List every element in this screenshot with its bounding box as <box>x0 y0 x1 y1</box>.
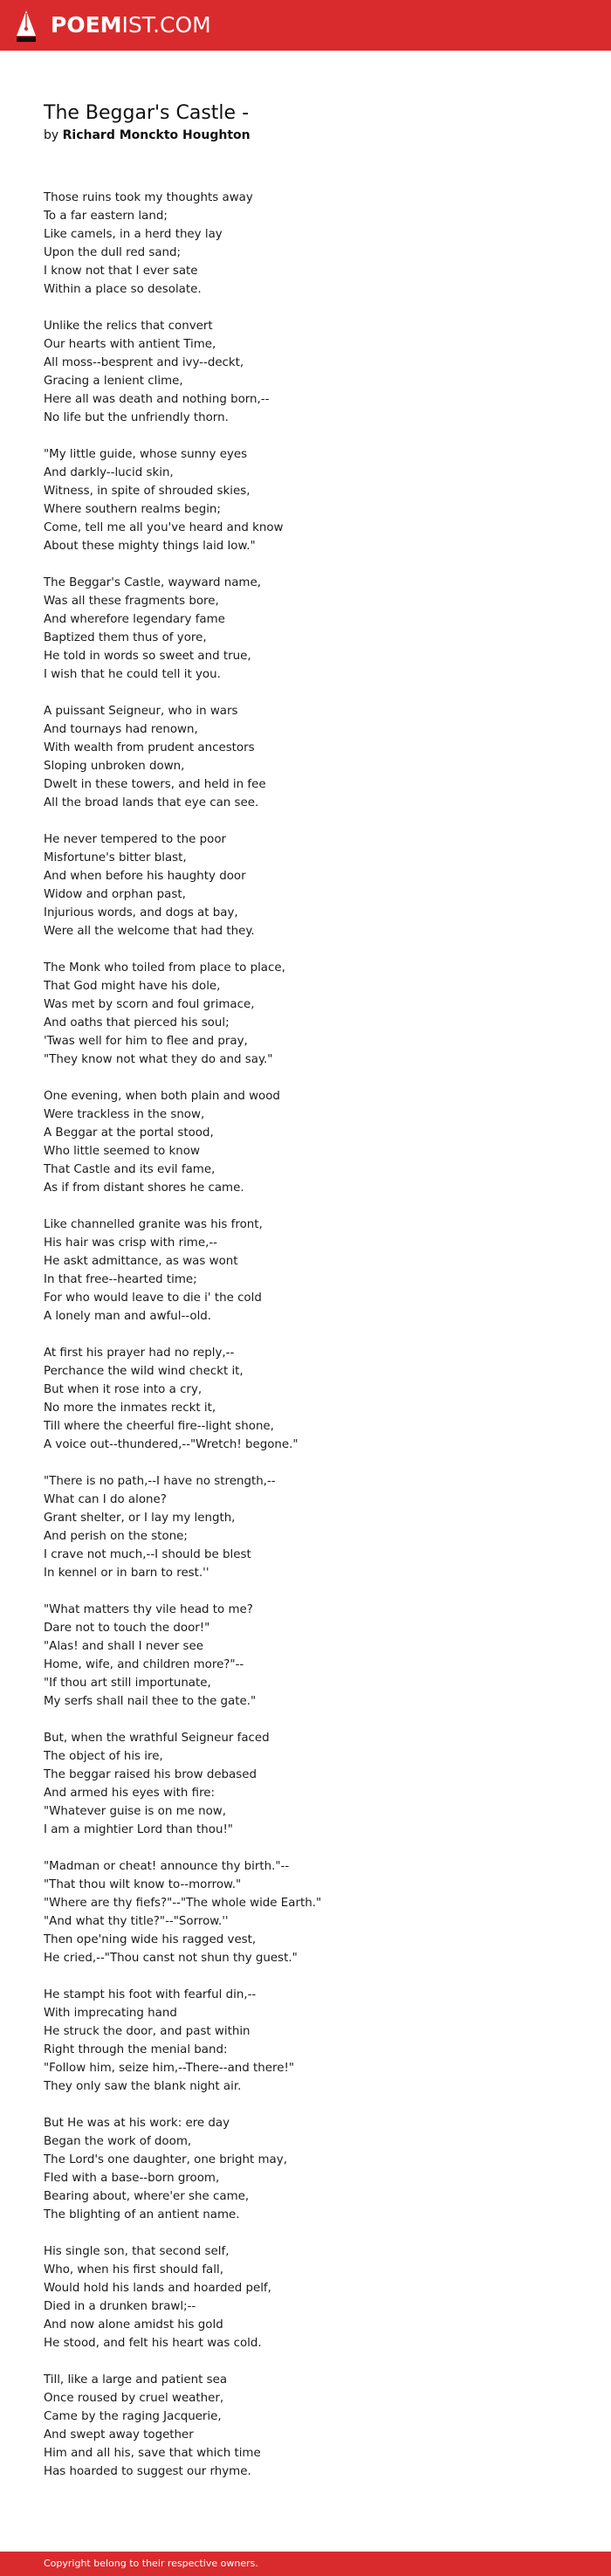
poem-line: "Alas! and shall I never see <box>44 1640 203 1653</box>
poem-line: And swept away together <box>44 2428 194 2442</box>
poem-line: Like channelled granite was his front, <box>44 1218 263 1231</box>
poem-line: Who little seemed to know <box>44 1145 200 1158</box>
poem-line: And oaths that pierced his soul; <box>44 1016 230 1030</box>
stanza <box>44 959 567 1069</box>
poem-line: "They know not what they do and say." <box>44 1053 273 1066</box>
poem-line: Gracing a lenient clime, <box>44 375 183 388</box>
byline <box>44 127 567 144</box>
poem-line: No life but the unfriendly thorn. <box>44 411 229 424</box>
stanza <box>44 1087 567 1197</box>
poem-line: The object of his ire, <box>44 1750 163 1763</box>
poem-line: And perish on the stone; <box>44 1530 188 1543</box>
poem-line: The Monk who toiled from place to place, <box>44 961 285 975</box>
stanza <box>44 574 567 684</box>
poem-line: Witness, in spite of shrouded skies, <box>44 485 251 498</box>
poem-line: Home, wife, and children more?"-- <box>44 1658 244 1671</box>
poem-line: For who would leave to die i' the cold <box>44 1291 262 1305</box>
poem-line: Like camels, in a herd they lay <box>44 228 223 241</box>
stanza <box>44 830 567 940</box>
stanza <box>44 1344 567 1454</box>
poem-line: He stood, and felt his heart was cold. <box>44 2337 262 2350</box>
poem-line: I wish that he could tell it you. <box>44 668 221 681</box>
stanza <box>44 445 567 555</box>
poem-line: Has hoarded to suggest our rhyme. <box>44 2465 251 2478</box>
poem-line: Baptized them thus of yore, <box>44 631 207 644</box>
author-link[interactable]: Richard Monckto Houghton <box>62 128 251 142</box>
poem-line: I know not that I ever sate <box>44 265 198 278</box>
poem-line: The blighting of an antient name. <box>44 2208 240 2221</box>
poem-header <box>44 101 567 144</box>
poem-line: With wealth from prudent ancestors <box>44 741 255 754</box>
poem-line: "If thou art still importunate, <box>44 1677 211 1690</box>
site-header <box>0 0 611 51</box>
poem-line: One evening, when both plain and wood <box>44 1090 280 1103</box>
poem-line: Till, like a large and patient sea <box>44 2373 228 2387</box>
poem-line: Came by the raging Jacquerie, <box>44 2410 222 2423</box>
poem-line: "Follow him, seize him,--There--and there!" <box>44 2062 295 2075</box>
poem-title: The Beggar's Castle - <box>44 102 250 124</box>
stanza <box>44 1857 567 1967</box>
poem-line: Dwelt in these towers, and held in fee <box>44 778 266 791</box>
poem-line: Upon the dull red sand; <box>44 246 182 259</box>
poem-line: "There is no path,--I have no strength,-- <box>44 1475 276 1488</box>
pen-nib-icon[interactable] <box>16 10 37 43</box>
poem-line: They only saw the blank night air. <box>44 2080 242 2093</box>
poem-line: And darkly--lucid skin, <box>44 466 174 479</box>
poem-line: He never tempered to the poor <box>44 833 227 846</box>
poem-line: Were all the welcome that had they. <box>44 925 255 938</box>
poem-line: Bearing about, where'er she came, <box>44 2190 250 2203</box>
poem-line: Injurious words, and dogs at bay, <box>44 906 238 920</box>
poem-line: A Beggar at the portal stood, <box>44 1126 214 1140</box>
poem-line: All moss--besprent and ivy--deckt, <box>44 356 244 369</box>
poem-line: The Lord's one daughter, one bright may, <box>44 2153 287 2166</box>
poem-line: Where southern realms begin; <box>44 503 221 516</box>
poem-line: As if from distant shores he came. <box>44 1181 244 1195</box>
poem-line: Perchance the wild wind checkt it, <box>44 1365 244 1378</box>
stanza <box>44 702 567 812</box>
poem-line: "Whatever guise is on me now, <box>44 1805 226 1818</box>
poem-line: "And what thy title?"--"Sorrow.'' <box>44 1915 229 1928</box>
poem-line: But when it rose into a cry, <box>44 1383 203 1396</box>
poem-line: "That thou wilt know to--morrow." <box>44 1878 242 1891</box>
poem-line: "Madman or cheat! announce thy birth."-- <box>44 1860 290 1873</box>
poem-line: Misfortune's bitter blast, <box>44 851 187 864</box>
poem-line: A lonely man and awful--old. <box>44 1310 212 1323</box>
poem-line: And tournays had renown, <box>44 723 198 736</box>
poem-line: Him and all his, save that which time <box>44 2447 261 2460</box>
poem-line: Sloping unbroken down, <box>44 760 185 773</box>
poem-line: The Beggar's Castle, wayward name, <box>44 576 261 589</box>
poem-line: He askt admittance, as was wont <box>44 1255 238 1268</box>
poem-line: A puissant Seigneur, who in wars <box>44 705 238 718</box>
poem-line: I crave not much,--I should be blest <box>44 1548 251 1561</box>
poem-line: Fled with a base--born groom, <box>44 2172 220 2185</box>
poem-line: His single son, that second self, <box>44 2245 230 2258</box>
stanza <box>44 2371 567 2481</box>
stanza <box>44 189 567 299</box>
poem-line: Would hold his lands and hoarded pelf, <box>44 2282 271 2295</box>
stanza <box>44 1601 567 1711</box>
poem-line: Dare not to touch the door!" <box>44 1622 210 1635</box>
stanza <box>44 2114 567 2224</box>
poem-line: In that free--hearted time; <box>44 1273 197 1286</box>
poem-line: My serfs shall nail thee to the gate." <box>44 1695 257 1708</box>
poem-line: At first his prayer had no reply,-- <box>44 1347 235 1360</box>
poem-line: No more the inmates reckt it, <box>44 1402 216 1415</box>
stanza <box>44 1729 567 1839</box>
poem-line: He cried,--"Thou canst not shun thy guest." <box>44 1952 298 1965</box>
poem-line: Was all these fragments bore, <box>44 595 219 608</box>
poem-line: Died in a drunken brawl;-- <box>44 2300 196 2313</box>
poem-line: Come, tell me all you've heard and know <box>44 521 284 534</box>
poem-line: I am a mightier Lord than thou!" <box>44 1823 233 1836</box>
copyright-text: Copyright belong to their respective owners. <box>44 2558 258 2569</box>
byline-prefix: by <box>44 128 59 142</box>
poem-line: Right through the menial band: <box>44 2043 228 2056</box>
site-logo[interactable] <box>51 12 211 38</box>
poem-line: The beggar raised his brow debased <box>44 1768 257 1781</box>
site-footer <box>0 2552 611 2576</box>
poem-line: Our hearts with antient Time, <box>44 338 216 351</box>
poem-line: "What matters thy vile head to me? <box>44 1603 253 1616</box>
poem-line: With imprecating hand <box>44 2007 177 2020</box>
poem-line: Widow and orphan past, <box>44 888 186 901</box>
poem-line: And when before his haughty door <box>44 870 246 883</box>
poem-line: Was met by scorn and foul grimace, <box>44 998 255 1011</box>
poem-line: Once roused by cruel weather, <box>44 2392 224 2405</box>
logo-bold: POEM <box>51 12 122 38</box>
poem-line: He told in words so sweet and true, <box>44 650 251 663</box>
poem-line: Grant shelter, or I lay my length, <box>44 1512 236 1525</box>
poem-line: He stampt his foot with fearful din,-- <box>44 1988 257 2001</box>
poem-line: Who, when his first should fall, <box>44 2263 223 2276</box>
poem-line: To a far eastern land; <box>44 210 168 223</box>
poem-line: All the broad lands that eye can see. <box>44 796 259 809</box>
poem-line: But He was at his work: ere day <box>44 2117 230 2130</box>
poem-line: That Castle and its evil fame, <box>44 1163 216 1176</box>
poem-line: Here all was death and nothing born,-- <box>44 393 270 406</box>
poem-line: Within a place so desolate. <box>44 283 202 296</box>
poem-line: And armed his eyes with fire: <box>44 1787 216 1800</box>
poem-line: He struck the door, and past within <box>44 2025 251 2038</box>
poem-line: Those ruins took my thoughts away <box>44 191 253 204</box>
poem-line: That God might have his dole, <box>44 980 221 993</box>
stanza <box>44 1216 567 1326</box>
poem-line: What can I do alone? <box>44 1493 167 1506</box>
stanza <box>44 1472 567 1582</box>
poem-line: Unlike the relics that convert <box>44 320 213 333</box>
stanza <box>44 1986 567 2096</box>
poem-line: 'Twas well for him to flee and pray, <box>44 1035 248 1048</box>
poem-line: Then ope'ning wide his ragged vest, <box>44 1933 257 1946</box>
poem-line: Were trackless in the snow, <box>44 1108 205 1121</box>
poem-line: In kennel or in barn to rest.'' <box>44 1567 209 1580</box>
poem-line: "Where are thy fiefs?"--"The whole wide Earth." <box>44 1897 322 1910</box>
poem-line: His hair was crisp with rime,-- <box>44 1236 218 1250</box>
poem-line: Began the work of doom, <box>44 2135 192 2148</box>
poem-line: "My little guide, whose sunny eyes <box>44 448 248 461</box>
poem-line: And now alone amidst his gold <box>44 2318 223 2331</box>
stanza <box>44 317 567 427</box>
poem-line: About these mighty things laid low." <box>44 540 256 553</box>
poem-line: And wherefore legendary fame <box>44 613 225 626</box>
poem-line: But, when the wrathful Seigneur faced <box>44 1732 270 1745</box>
poem-line: Till where the cheerful fire--light shone, <box>44 1420 274 1433</box>
stanza <box>44 2242 567 2352</box>
poem-body <box>44 189 567 2499</box>
logo-rest: IST.COM <box>121 12 211 38</box>
poem-line: A voice out--thundered,--"Wretch! begone." <box>44 1438 299 1451</box>
